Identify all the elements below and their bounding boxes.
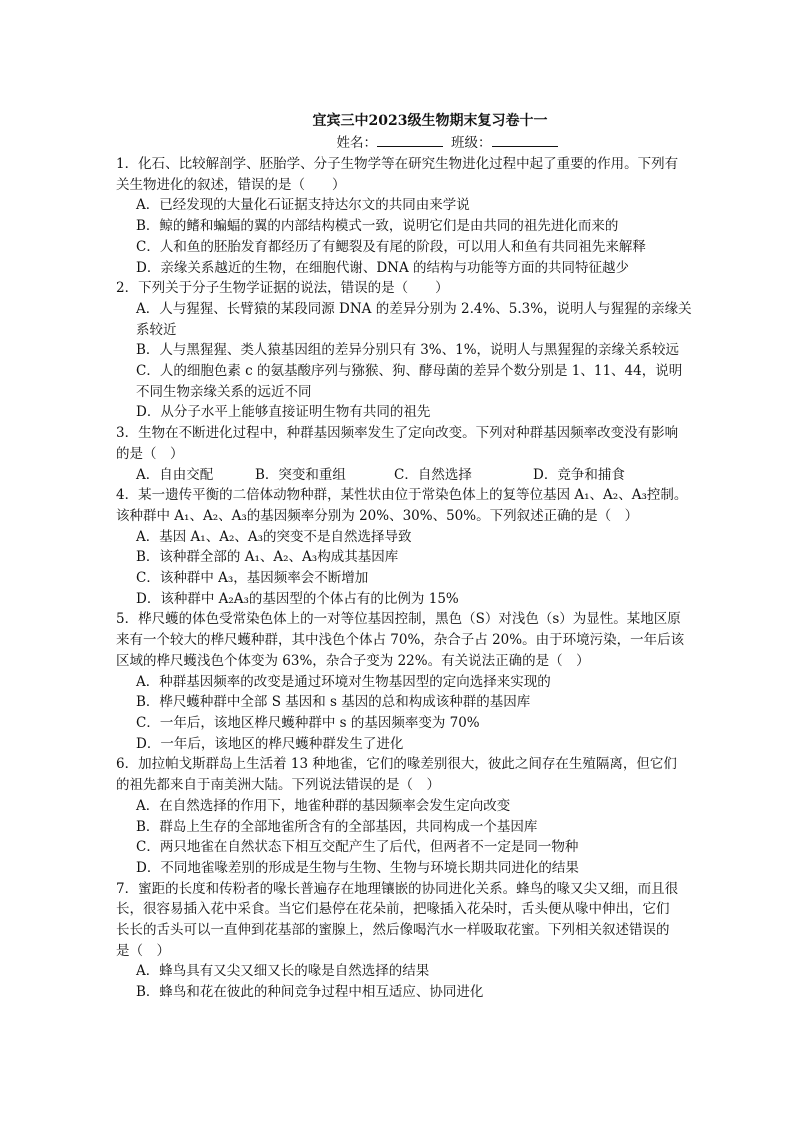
question-stem-line: 1．化石、比较解剖学、胚胎学、分子生物学等在研究生物进化过程中起了重要的作用。下列有 [116,156,679,172]
option-a: A．自由交配 [136,466,214,483]
name-label: 姓名： [336,135,377,151]
option-d: D．该种群中 A₂A₃的基因型的个体占有的比例为 15% [136,590,459,607]
option-row [116,465,724,486]
option-c-continued: 不同生物亲缘关系的远近不同 [136,383,312,400]
question-5 [116,609,724,754]
question-7 [116,879,724,1003]
option-c: C．两只地雀在自然状态下相互交配产生了后代，但两者不一定是同一物种 [136,839,579,856]
question-stem-line: 关生物进化的叙述，错误的是（ ） [116,176,346,193]
question-stem-line: 7．蜜距的长度和传粉者的喙长普遍存在地理镶嵌的协同进化关系。蜂鸟的喙又尖又细，而且很 [116,880,679,897]
option-d: D．竞争和捕食 [533,466,625,483]
option-d: D．一年后，该地区的桦尺蠖种群发生了进化 [136,735,404,752]
option-b: B．人与黑猩猩、类人猿基因组的差异分别只有 3%、1%，说明人与黑猩猩的亲缘关系较远 [136,342,680,359]
option-a-continued: 系较近 [136,321,177,338]
question-stem-line: 长长的舌头可以一直伸到花基部的蜜腺上，然后像喝汽水一样吸取花蜜。下列相关叙述错误的 [116,922,670,939]
question-stem-line: 来有一个较大的桦尺蠖种群，其中浅色个体占 70%，杂合子占 20%。由于环境污染，一年后该 [116,632,685,649]
option-b: B．桦尺蠖种群中全部 S 基因和 s 基因的总和构成该种群的基因库 [136,694,531,711]
option-b: B．群岛上生存的全部地雀所含有的全部基因，共同构成一个基因库 [136,818,538,835]
option-b: B．突变和重组 [255,466,346,483]
class-label: 班级： [451,135,492,151]
option-c: C．一年后，该地区桦尺蠖种群中 s 的基因频率变为 70% [136,714,480,731]
question-stem-line: 的是（ ） [116,445,184,462]
question-stem-line: 的祖先都来自于南美洲大陆。下列说法错误的是（ ） [116,777,440,794]
question-3 [116,423,724,485]
option-c: C．自然选择 [394,466,472,483]
option-d: D．从分子水平上能够直接证明生物有共同的祖先 [136,404,431,421]
question-stem-line: 2．下列关于分子生物学证据的说法，错误的是（ ） [116,280,449,297]
option-b: B．鲸的鳍和蝙蝠的翼的内部结构模式一致，说明它们是由共同的祖先进化而来的 [136,218,619,235]
option-a: A．种群基因频率的改变是通过环境对生物基因型的定向选择来实现的 [136,673,551,690]
option-a: A．已经发现的大量化石证据支持达尔文的共同由来学说 [136,197,470,214]
option-a: A．蜂鸟具有又尖又细又长的喙是自然选择的结果 [136,963,430,980]
name-blank[interactable] [377,132,443,147]
option-a: A．基因 A₁、A₂、A₃的突变不是自然选择导致 [136,528,412,545]
question-stem-line: 长，很容易插入花中采食。当它们悬停在花朵前，把喙插入花朵时，舌头便从喙中伸出，它们 [116,901,670,918]
question-stem-line: 4．某一遗传平衡的二倍体动物种群，某性状由位于常染色体上的复等位基因 A₁、A₂、A₃控制。 [116,487,688,504]
question-list [116,154,724,1003]
option-d: D．不同地雀喙差别的形成是生物与生物、生物与环境长期共同进化的结果 [136,859,579,876]
exam-title: 宜宾三中2023级生物期末复习卷十一 [312,113,548,129]
question-6 [116,754,724,878]
option-b: B．该种群全部的 A₁、A₂、A₃构成其基因库 [136,549,399,566]
question-4 [116,485,724,609]
option-d: D．亲缘关系越近的生物，在细胞代谢、DNA 的结构与功能等方面的共同特征越少 [136,259,629,276]
question-stem-line: 是（ ） [116,942,170,959]
question-stem-line: 5．桦尺蠖的体色受常染色体上的一对等位基因控制，黑色（S）对浅色（s）为显性。某地区原 [116,611,681,628]
option-a: A．在自然选择的作用下，地雀种群的基因频率会发生定向改变 [136,797,511,814]
option-c: C．人和鱼的胚胎发育都经历了有鳃裂及有尾的阶段，可以用人和鱼有共同祖先来解释 [136,238,646,255]
class-blank[interactable] [492,132,558,147]
question-stem-line: 区域的桦尺蠖浅色个体变为 63%，杂合子变为 22%。有关说法正确的是（ ） [116,652,590,669]
question-2 [116,278,724,423]
option-a: A．人与猩猩、长臂猿的某段同源 DNA 的差异分别为 2.4%、5.3%，说明人与猩猩的亲缘关 [136,300,692,317]
question-stem-line: 6．加拉帕戈斯群岛上生活着 13 种地雀，它们的喙差别很大，彼此之间存在生殖隔离，但它们 [116,756,677,773]
option-b: B．蜂鸟和花在彼此的种间竞争过程中相互适应、协同进化 [136,984,484,1001]
question-stem-line: 该种群中 A₁、A₂、A₃的基因频率分别为 20%、30%、50%。下列叙述正确的是（ ） [116,507,639,524]
option-c: C．该种群中 A₃，基因频率会不断增加 [136,570,369,587]
question-stem-line: 3．生物在不断进化过程中，种群基因频率发生了定向改变。下列对种群基因频率改变没有影响 [116,425,679,442]
student-info-line [170,132,724,154]
question-1 [116,154,724,278]
option-c: C．人的细胞色素 c 的氨基酸序列与猕猴、狗、酵母菌的差异个数分别是 1、11、44，说明 [136,363,683,380]
